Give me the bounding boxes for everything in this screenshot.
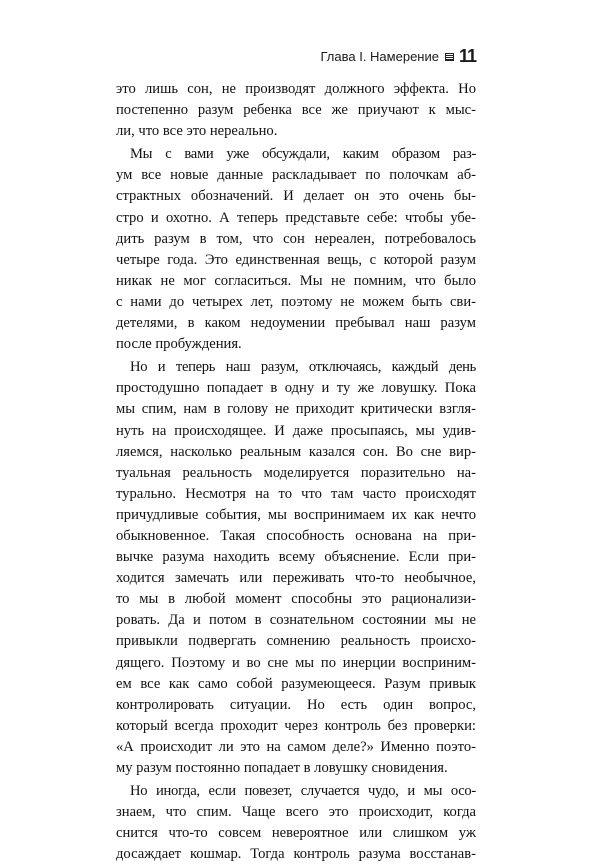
text-line: ходится замечать или переживать что-то необычное, — [116, 570, 476, 587]
text-line: му разум постоянно попадает в ловушку сновидения. — [116, 760, 448, 776]
paragraph — [116, 144, 476, 355]
text-line: досаждает кошмар. Тогда контроль разума восстанав- — [116, 846, 476, 863]
square-bullet-icon — [445, 53, 454, 61]
text-line: Мы с вами уже обсуждали, каким образом раз- — [130, 146, 476, 163]
paragraph — [116, 79, 476, 142]
text-line: привыкли подвергать сомнению реальность происхо- — [116, 633, 476, 650]
text-line: это лишь сон, не производят должного эффекта. Но — [116, 81, 476, 97]
text-line: ровать. Да и потом в сознательном состоянии мы не — [116, 612, 476, 629]
text-line: нуть на происходящее. И даже просыпаясь, мы удив- — [116, 422, 476, 439]
text-line: причудливые события, мы воспринимаем их как нечто — [116, 506, 476, 523]
text-line: ем все как само собой разумеющееся. Разум привык — [116, 675, 476, 692]
text-line: страктных обозначений. И делает он это очень бы- — [116, 188, 476, 205]
text-line: никак не мог согласиться. Мы не помним, что было — [116, 272, 476, 289]
text-line: с нами до четырех лет, поэтому не можем быть сви- — [116, 293, 476, 310]
text-line: четыре года. Это единственная вещь, с которой разум — [116, 251, 476, 268]
text-line: дить разум в том, что сон нереален, потребовалось — [116, 230, 476, 247]
text-line: знаем, что спим. Чаще всего это происходит, когда — [116, 804, 476, 821]
text-line: вычке разума находить всему объяснение. Если при- — [116, 549, 476, 566]
text-line: то мы в любой момент способны это рационализи- — [116, 591, 476, 608]
text-line: «А происходит ли это на самом деле?» Именно поэто- — [116, 738, 476, 755]
text-line: обыкновенное. Такая способность основана на при- — [116, 527, 476, 544]
paragraph — [116, 357, 476, 779]
text-line: Но и теперь наш разум, отключаясь, каждый день — [130, 359, 476, 376]
text-line: детелями, в каком недоумении пребывал наш разум — [116, 315, 476, 332]
body-text — [116, 79, 476, 867]
text-line: ум все новые данные раскладывает по полочкам аб- — [116, 167, 476, 184]
text-line: после пробуждения. — [116, 336, 242, 353]
text-line: постепенно разум ребенка все же приучают к мыс- — [116, 102, 476, 119]
text-line: стро и охотно. А теперь представьте себе: чтобы убе- — [116, 209, 476, 226]
text-line: туальная реальность моделируется поразительно на- — [116, 464, 476, 481]
running-header — [320, 46, 476, 67]
text-line: контролировать ситуации. Но есть один вопрос, — [116, 696, 476, 713]
text-line: снится что-то совсем невероятное или слишком уж — [116, 825, 476, 842]
text-line: мы спим, нам в голову не приходит критически взгля- — [116, 401, 476, 418]
text-line: дящего. Поэтому и во сне мы по инерции восприним- — [116, 654, 476, 671]
paragraph — [116, 781, 476, 865]
text-line: Но иногда, если повезет, случается чудо, и мы осо- — [130, 783, 476, 800]
text-line: ли, что все это нереально. — [116, 123, 278, 140]
chapter-title: Глава I. Намерение — [320, 49, 439, 64]
page-number: 11 — [458, 46, 476, 66]
text-line: простодушно попадает в одну и ту же ловушку. Пока — [116, 380, 476, 397]
text-line: ляемся, насколько реальным казался сон. Во сне вир- — [116, 443, 476, 460]
text-line: турально. Несмотря на то что там часто происходят — [116, 485, 476, 502]
text-line: который всегда проходит через контроль без проверки: — [116, 717, 476, 734]
